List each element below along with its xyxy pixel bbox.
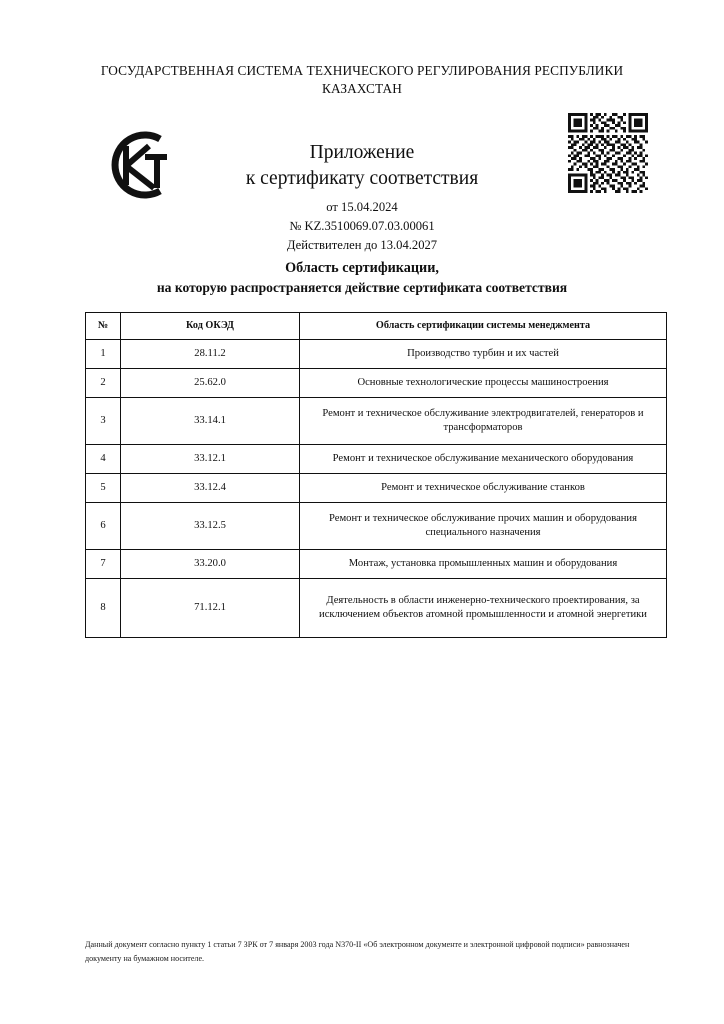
- cell-scope: Ремонт и техническое обслуживание механического оборудования: [300, 445, 667, 474]
- cell-number: 6: [86, 503, 121, 550]
- cell-scope: Производство турбин и их частей: [300, 340, 667, 369]
- cell-number: 5: [86, 474, 121, 503]
- table-row: [86, 340, 667, 369]
- cell-number: 8: [86, 579, 121, 638]
- table-header-row: [86, 313, 667, 340]
- certificate-number: № KZ.3510069.07.03.00061: [289, 219, 435, 233]
- certification-scope-table: [85, 312, 667, 638]
- cell-scope: Ремонт и техническое обслуживание прочих машин и оборудования специального назначения: [300, 503, 667, 550]
- page-title: Приложение: [309, 142, 415, 163]
- cell-code: 33.12.5: [121, 503, 300, 550]
- table-row: [86, 503, 667, 550]
- valid-until: Действителен до 13.04.2027: [286, 238, 438, 252]
- table-row: [86, 398, 667, 445]
- cell-code: 25.62.0: [121, 369, 300, 398]
- table-row: [86, 579, 667, 638]
- title-block: [150, 140, 574, 297]
- table-row: [86, 474, 667, 503]
- cell-number: 3: [86, 398, 121, 445]
- cell-scope: Монтаж, установка промышленных машин и оборудования: [300, 550, 667, 579]
- issue-date: от 15.04.2024: [326, 200, 398, 214]
- cell-code: 33.20.0: [121, 550, 300, 579]
- header-line-1: ГОСУДАРСТВЕННАЯ СИСТЕМА ТЕХНИЧЕСКОГО РЕГУЛИРОВАНИЯ РЕСПУБЛИКИ: [100, 63, 624, 78]
- page-subtitle: к сертификату соответствия: [245, 168, 479, 189]
- cell-code: 28.11.2: [121, 340, 300, 369]
- cell-number: 4: [86, 445, 121, 474]
- cell-number: 2: [86, 369, 121, 398]
- table-row: [86, 369, 667, 398]
- cell-scope: Ремонт и техническое обслуживание станков: [300, 474, 667, 503]
- scope-heading-line-2: на которую распространяется действие сертификата соответствия: [156, 280, 568, 295]
- table-row: [86, 550, 667, 579]
- legal-footer-note: Данный документ согласно пункту 1 статьи 7 ЗРК от 7 января 2003 года N370-II «Об электронном документе и электронной цифровой подписи» равнозначен документу на бумажном носителе.: [85, 940, 630, 963]
- header-line-2: КАЗАХСТАН: [322, 81, 402, 96]
- cell-code: 71.12.1: [121, 579, 300, 638]
- cell-scope: Основные технологические процессы машиностроения: [300, 369, 667, 398]
- cell-number: 1: [86, 340, 121, 369]
- cell-code: 33.12.1: [121, 445, 300, 474]
- qr-code-icon: [568, 113, 648, 193]
- column-header-okved-code: Код ОКЭД: [121, 313, 300, 340]
- cell-code: 33.14.1: [121, 398, 300, 445]
- table-row: [86, 445, 667, 474]
- document-header: [62, 62, 662, 98]
- cell-scope: Ремонт и техническое обслуживание электродвигателей, генераторов и трансформаторов: [300, 398, 667, 445]
- column-header-number: №: [86, 313, 121, 340]
- cell-code: 33.12.4: [121, 474, 300, 503]
- cell-number: 7: [86, 550, 121, 579]
- column-header-scope: Область сертификации системы менеджмента: [300, 313, 667, 340]
- cell-scope: Деятельность в области инженерно-технического проектирования, за исключением объектов атомной промышленности и атомной энергетики: [300, 579, 667, 638]
- scope-heading-line-1: Область сертификации,: [285, 260, 439, 276]
